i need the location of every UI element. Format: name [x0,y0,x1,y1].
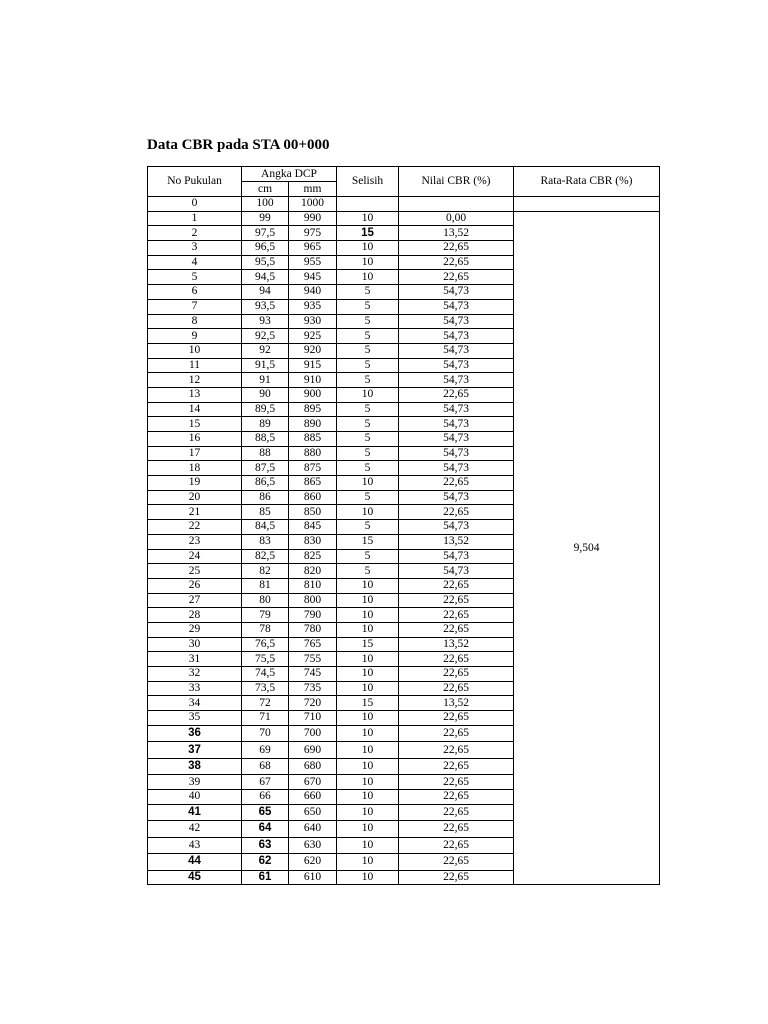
cell-mm: 850 [289,505,337,520]
cell-nilai-cbr: 54,73 [399,549,514,564]
cell-selisih: 10 [337,622,399,637]
cell-mm: 955 [289,255,337,270]
cell-cm: 89,5 [242,402,289,417]
cell-cm: 76,5 [242,637,289,652]
cell-cm: 81 [242,578,289,593]
cell-nilai-cbr: 54,73 [399,564,514,579]
cell-selisih: 10 [337,652,399,667]
cell-no-pukulan: 30 [148,637,242,652]
cell-no-pukulan: 2 [148,226,242,241]
header-no-pukulan: No Pukulan [148,167,242,197]
cell-selisih: 10 [337,255,399,270]
cell-nilai-cbr: 54,73 [399,520,514,535]
cell-mm: 925 [289,329,337,344]
cell-cm: 99 [242,211,289,226]
cell-mm: 965 [289,241,337,256]
cell-selisih: 10 [337,775,399,790]
cell-mm: 670 [289,775,337,790]
cell-no-pukulan: 13 [148,387,242,402]
cell-no-pukulan: 7 [148,299,242,314]
cell-mm: 860 [289,490,337,505]
cell-selisih: 10 [337,681,399,696]
cell-nilai-cbr: 22,65 [399,758,514,775]
cell-cm: 73,5 [242,681,289,696]
cell-nilai-cbr: 0,00 [399,211,514,226]
cell-mm: 945 [289,270,337,285]
cell-no-pukulan: 35 [148,711,242,726]
cell-nilai-cbr: 22,65 [399,804,514,821]
cell-nilai-cbr: 13,52 [399,534,514,549]
cell-cm: 92,5 [242,329,289,344]
cell-cm: 88,5 [242,432,289,447]
cell-mm: 935 [289,299,337,314]
cell-no-pukulan: 34 [148,696,242,711]
cell-cm: 74,5 [242,667,289,682]
cell-no-pukulan: 29 [148,622,242,637]
cell-nilai-cbr: 54,73 [399,402,514,417]
cell-no-pukulan: 44 [148,854,242,871]
cell-mm: 610 [289,870,337,885]
cell-mm: 990 [289,211,337,226]
cell-selisih: 5 [337,299,399,314]
cell-mm: 710 [289,711,337,726]
cell-selisih: 10 [337,476,399,491]
cell-no-pukulan: 37 [148,742,242,759]
cell-mm: 790 [289,608,337,623]
cell-mm: 845 [289,520,337,535]
cell-cm: 93 [242,314,289,329]
cell-mm: 900 [289,387,337,402]
cell-nilai-cbr: 54,73 [399,285,514,300]
cell-selisih: 10 [337,387,399,402]
cell-selisih: 5 [337,432,399,447]
cell-cm: 75,5 [242,652,289,667]
cell-selisih: 5 [337,564,399,579]
cell-no-pukulan: 20 [148,490,242,505]
cell-no-pukulan: 0 [148,197,242,212]
cell-nilai-cbr: 54,73 [399,461,514,476]
cell-nilai-cbr: 22,65 [399,870,514,885]
cell-nilai-cbr: 22,65 [399,241,514,256]
cell-cm: 94,5 [242,270,289,285]
cell-rata-rata-empty [514,197,660,212]
cell-no-pukulan: 32 [148,667,242,682]
cell-selisih: 5 [337,520,399,535]
table-row [148,197,660,212]
cell-no-pukulan: 8 [148,314,242,329]
cell-cm: 94 [242,285,289,300]
cell-cm: 82,5 [242,549,289,564]
header-cm: cm [242,182,289,197]
cell-cm: 62 [242,854,289,871]
cell-nilai-cbr: 54,73 [399,343,514,358]
cell-mm: 650 [289,804,337,821]
cell-selisih: 10 [337,667,399,682]
cell-nilai-cbr: 22,65 [399,622,514,637]
cell-nilai-cbr: 22,65 [399,476,514,491]
cell-nilai-cbr: 22,65 [399,681,514,696]
cell-selisih: 10 [337,742,399,759]
cell-selisih: 10 [337,505,399,520]
cell-no-pukulan: 23 [148,534,242,549]
cell-mm: 940 [289,285,337,300]
cell-no-pukulan: 1 [148,211,242,226]
cell-no-pukulan: 27 [148,593,242,608]
cell-no-pukulan: 3 [148,241,242,256]
cell-no-pukulan: 21 [148,505,242,520]
cell-mm: 865 [289,476,337,491]
cell-cm: 96,5 [242,241,289,256]
cell-cm: 95,5 [242,255,289,270]
cell-nilai-cbr: 22,65 [399,387,514,402]
header-mm: mm [289,182,337,197]
cell-cm: 79 [242,608,289,623]
cell-no-pukulan: 17 [148,446,242,461]
cell-nilai-cbr: 54,73 [399,314,514,329]
cell-cm: 67 [242,775,289,790]
cell-cm: 91,5 [242,358,289,373]
cbr-data-table [147,166,660,885]
cell-nilai-cbr: 22,65 [399,821,514,838]
cell-nilai-cbr: 13,52 [399,637,514,652]
cell-selisih: 5 [337,461,399,476]
cell-selisih: 5 [337,329,399,344]
cell-no-pukulan: 11 [148,358,242,373]
cell-mm: 875 [289,461,337,476]
cell-no-pukulan: 6 [148,285,242,300]
cell-mm: 690 [289,742,337,759]
cell-nilai-cbr: 13,52 [399,226,514,241]
cell-nilai-cbr: 22,65 [399,789,514,804]
cell-mm: 880 [289,446,337,461]
cell-cm: 66 [242,789,289,804]
cell-nilai-cbr [399,197,514,212]
cell-selisih: 10 [337,578,399,593]
cell-cm: 82 [242,564,289,579]
cell-selisih: 5 [337,358,399,373]
cell-nilai-cbr: 22,65 [399,725,514,742]
cell-mm: 915 [289,358,337,373]
cell-nilai-cbr: 22,65 [399,667,514,682]
table-row [148,211,660,226]
cell-mm: 680 [289,758,337,775]
cell-mm: 735 [289,681,337,696]
cell-selisih: 10 [337,608,399,623]
cell-cm: 63 [242,837,289,854]
cell-no-pukulan: 43 [148,837,242,854]
cell-mm: 620 [289,854,337,871]
cell-nilai-cbr: 22,65 [399,593,514,608]
cell-no-pukulan: 28 [148,608,242,623]
cell-selisih: 10 [337,821,399,838]
cell-selisih: 10 [337,211,399,226]
cell-cm: 90 [242,387,289,402]
cell-no-pukulan: 14 [148,402,242,417]
cell-no-pukulan: 41 [148,804,242,821]
cell-no-pukulan: 24 [148,549,242,564]
cell-selisih: 10 [337,758,399,775]
cell-nilai-cbr: 54,73 [399,490,514,505]
cell-nilai-cbr: 54,73 [399,299,514,314]
cell-mm: 660 [289,789,337,804]
cell-cm: 89 [242,417,289,432]
cell-mm: 975 [289,226,337,241]
cell-mm: 745 [289,667,337,682]
cell-mm: 910 [289,373,337,388]
cell-nilai-cbr: 22,65 [399,711,514,726]
cell-no-pukulan: 26 [148,578,242,593]
cell-nilai-cbr: 22,65 [399,854,514,871]
cell-no-pukulan: 39 [148,775,242,790]
page-title: Data CBR pada STA 00+000 [147,137,330,153]
cell-cm: 68 [242,758,289,775]
cell-selisih: 10 [337,870,399,885]
cell-selisih: 5 [337,343,399,358]
cell-nilai-cbr: 54,73 [399,329,514,344]
cell-selisih: 10 [337,725,399,742]
cell-cm: 78 [242,622,289,637]
cell-mm: 640 [289,821,337,838]
cell-cm: 97,5 [242,226,289,241]
header-selisih: Selisih [337,167,399,197]
cell-mm: 885 [289,432,337,447]
cell-nilai-cbr: 22,65 [399,837,514,854]
cell-selisih: 5 [337,446,399,461]
cell-no-pukulan: 5 [148,270,242,285]
cell-mm: 765 [289,637,337,652]
header-rata-rata-cbr: Rata-Rata CBR (%) [514,167,660,197]
cell-cm: 93,5 [242,299,289,314]
cell-mm: 720 [289,696,337,711]
cell-no-pukulan: 10 [148,343,242,358]
cell-nilai-cbr: 54,73 [399,358,514,373]
cell-cm: 61 [242,870,289,885]
cell-selisih [337,197,399,212]
cell-nilai-cbr: 22,65 [399,255,514,270]
cell-selisih: 5 [337,417,399,432]
cell-nilai-cbr: 22,65 [399,652,514,667]
cell-selisih: 15 [337,696,399,711]
cell-cm: 100 [242,197,289,212]
cell-no-pukulan: 33 [148,681,242,696]
cell-selisih: 15 [337,226,399,241]
cell-cm: 65 [242,804,289,821]
cell-cm: 71 [242,711,289,726]
cell-cm: 87,5 [242,461,289,476]
cell-nilai-cbr: 22,65 [399,505,514,520]
cell-mm: 630 [289,837,337,854]
cell-cm: 70 [242,725,289,742]
cell-no-pukulan: 12 [148,373,242,388]
cell-mm: 930 [289,314,337,329]
cell-cm: 72 [242,696,289,711]
header-angka-dcp: Angka DCP [242,167,337,182]
cell-mm: 1000 [289,197,337,212]
cell-mm: 920 [289,343,337,358]
cell-nilai-cbr: 54,73 [399,432,514,447]
header-nilai-cbr: Nilai CBR (%) [399,167,514,197]
cell-selisih: 5 [337,314,399,329]
cell-mm: 825 [289,549,337,564]
cell-no-pukulan: 45 [148,870,242,885]
cell-cm: 85 [242,505,289,520]
cell-selisih: 5 [337,373,399,388]
cell-no-pukulan: 22 [148,520,242,535]
cell-no-pukulan: 38 [148,758,242,775]
cell-no-pukulan: 9 [148,329,242,344]
cell-no-pukulan: 25 [148,564,242,579]
cell-selisih: 10 [337,854,399,871]
cell-selisih: 10 [337,804,399,821]
cell-no-pukulan: 42 [148,821,242,838]
cell-no-pukulan: 19 [148,476,242,491]
cell-selisih: 5 [337,402,399,417]
cell-nilai-cbr: 54,73 [399,446,514,461]
cell-no-pukulan: 16 [148,432,242,447]
cell-selisih: 15 [337,637,399,652]
cell-nilai-cbr: 22,65 [399,608,514,623]
cell-nilai-cbr: 22,65 [399,578,514,593]
cell-cm: 83 [242,534,289,549]
cell-cm: 92 [242,343,289,358]
cell-no-pukulan: 4 [148,255,242,270]
cell-mm: 800 [289,593,337,608]
cell-selisih: 15 [337,534,399,549]
cell-cm: 88 [242,446,289,461]
cell-selisih: 10 [337,270,399,285]
cell-mm: 830 [289,534,337,549]
cell-mm: 755 [289,652,337,667]
cell-selisih: 10 [337,711,399,726]
cell-no-pukulan: 18 [148,461,242,476]
cell-no-pukulan: 36 [148,725,242,742]
cell-nilai-cbr: 22,65 [399,742,514,759]
cell-mm: 820 [289,564,337,579]
cell-cm: 91 [242,373,289,388]
cell-mm: 810 [289,578,337,593]
cell-mm: 890 [289,417,337,432]
cell-selisih: 10 [337,593,399,608]
cell-no-pukulan: 40 [148,789,242,804]
cell-mm: 780 [289,622,337,637]
cell-mm: 700 [289,725,337,742]
cell-rata-rata-cbr: 9,504 [514,211,660,885]
cell-mm: 895 [289,402,337,417]
cell-cm: 86,5 [242,476,289,491]
cell-selisih: 5 [337,549,399,564]
cell-no-pukulan: 15 [148,417,242,432]
cell-nilai-cbr: 54,73 [399,373,514,388]
cell-no-pukulan: 31 [148,652,242,667]
table-body [148,197,660,885]
cell-selisih: 10 [337,241,399,256]
cell-selisih: 10 [337,837,399,854]
cell-cm: 84,5 [242,520,289,535]
cell-selisih: 5 [337,490,399,505]
cell-cm: 69 [242,742,289,759]
cell-cm: 64 [242,821,289,838]
cell-cm: 86 [242,490,289,505]
cell-nilai-cbr: 13,52 [399,696,514,711]
cell-selisih: 5 [337,285,399,300]
cell-nilai-cbr: 54,73 [399,417,514,432]
cell-selisih: 10 [337,789,399,804]
cell-nilai-cbr: 22,65 [399,270,514,285]
cell-nilai-cbr: 22,65 [399,775,514,790]
cell-cm: 80 [242,593,289,608]
